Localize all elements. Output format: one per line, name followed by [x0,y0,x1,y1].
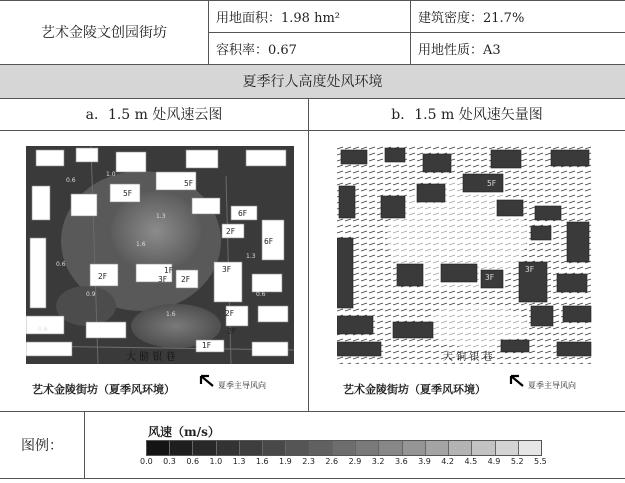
legend-ticks [140,457,547,469]
rule [84,411,85,478]
legend-tick-label: 3.2 [371,457,385,466]
wind-vector-map [337,146,592,396]
wind-arrow-icon [199,372,219,390]
legend-swatch [217,441,240,455]
svg-text:1.0: 1.0 [106,171,116,178]
rule [0,478,625,479]
panel-b-heading: b．1.5 m 处风速矢量图 [391,107,543,123]
legend-swatch [519,441,541,455]
floor-label: 3F [158,275,168,284]
floor-label: 2F [227,327,237,336]
floor-label: 2F [225,309,235,318]
panel-a-heading: a．1.5 m 处风速云图 [85,107,223,123]
legend-tick-label: 2.3 [302,457,315,466]
legend-swatch [496,441,519,455]
rule [0,64,625,65]
legend-swatch [170,441,193,455]
svg-text:1.6: 1.6 [166,311,176,318]
rule [410,0,411,64]
svg-text:1.3: 1.3 [156,213,166,220]
svg-text:1.3: 1.3 [246,253,256,260]
floor-label: 2F [181,275,191,284]
svg-text:0.9: 0.9 [86,291,96,298]
floor-label: 2F [226,227,236,236]
legend-tick-label: 4.9 [487,457,501,466]
legend-swatch [333,441,356,455]
legend-swatch [426,441,449,455]
legend-swatch [147,441,170,455]
legend-swatch [356,441,379,455]
legend-swatch [286,441,309,455]
legend-tick-label: 3.9 [418,457,431,466]
legend-row-label: 图例： [21,438,63,454]
legend-tick-label: 4.2 [441,457,455,466]
legend-tick-label: 0.0 [140,457,153,466]
legend-swatch [403,441,426,455]
legend-tick-label: 1.0 [209,457,223,466]
legend-swatch [193,441,216,455]
street-label: 大 铜 银 巷 [443,352,493,363]
floor-label: 3F [222,265,232,274]
floor-label: 1F [202,341,212,350]
legend-tick-label: 2.6 [325,457,339,466]
floor-label: 5F [123,189,133,198]
project-name: 艺术金陵文创园街坊 [41,25,167,41]
legend-tick-label: 0.3 [163,457,176,466]
floor-label: 3F [525,265,535,274]
floor-label: 6F [264,237,274,246]
legend-title: 风速（m/s） [148,425,220,439]
legend-tick-label: 3.6 [394,457,408,466]
land-area: 用地面积：1.98 hm² [216,10,340,26]
rule [0,411,625,412]
floor-label: 1F [164,266,174,275]
svg-text:0.6: 0.6 [256,291,266,298]
legend-tick-label: 0.6 [186,457,200,466]
legend-tick-label: 5.5 [534,457,547,466]
panel-a-wind-label: 夏季主导风向 [218,381,266,390]
wind-speed-contour-map [26,146,294,396]
legend-tick-label: 2.9 [348,457,362,466]
legend-tick-label: 1.3 [232,457,246,466]
panel-a-caption: 艺术金陵街坊（夏季风环境） [32,383,175,396]
legend-tick-label: 1.9 [279,457,292,466]
legend-swatch [379,441,402,455]
floor-label: 2F [98,272,108,281]
vector-map-graphic [337,146,592,396]
rule [308,98,309,411]
rule [0,0,625,1]
legend-tick-label: 1.6 [255,457,269,466]
rule [0,98,625,99]
svg-text:1.6: 1.6 [136,241,146,248]
rule [208,32,625,33]
legend-color-bar [146,440,542,456]
legend-swatch [472,441,495,455]
land-use: 用地性质：A3 [418,42,501,58]
panel-b-caption: 艺术金陵街坊（夏季风环境） [343,383,486,396]
legend-swatch [449,441,472,455]
contour-map-graphic [26,146,294,396]
legend-tick-label: 4.5 [464,457,478,466]
rule [208,0,209,64]
svg-text:0.6: 0.6 [56,261,66,268]
svg-text:0.6: 0.6 [66,177,76,184]
legend-swatch [263,441,286,455]
floor-label: 5F [487,179,497,188]
rule [0,130,625,131]
floor-label: 6F [238,209,248,218]
building-density: 建筑密度：21.7% [418,10,525,26]
floor-area-ratio: 容积率：0.67 [216,42,297,58]
floor-label: 5F [184,179,194,188]
street-label: 大 膀 银 巷 [126,352,176,363]
legend-swatch [310,441,333,455]
legend-tick-label: 5.2 [510,457,524,466]
panel-b-wind-label: 夏季主导风向 [528,381,576,390]
svg-text:0.6: 0.6 [38,326,48,333]
section-title: 夏季行人高度处风环境 [0,64,625,98]
wind-arrow-icon [509,372,529,390]
legend-swatch [240,441,263,455]
floor-label: 3F [485,273,495,282]
